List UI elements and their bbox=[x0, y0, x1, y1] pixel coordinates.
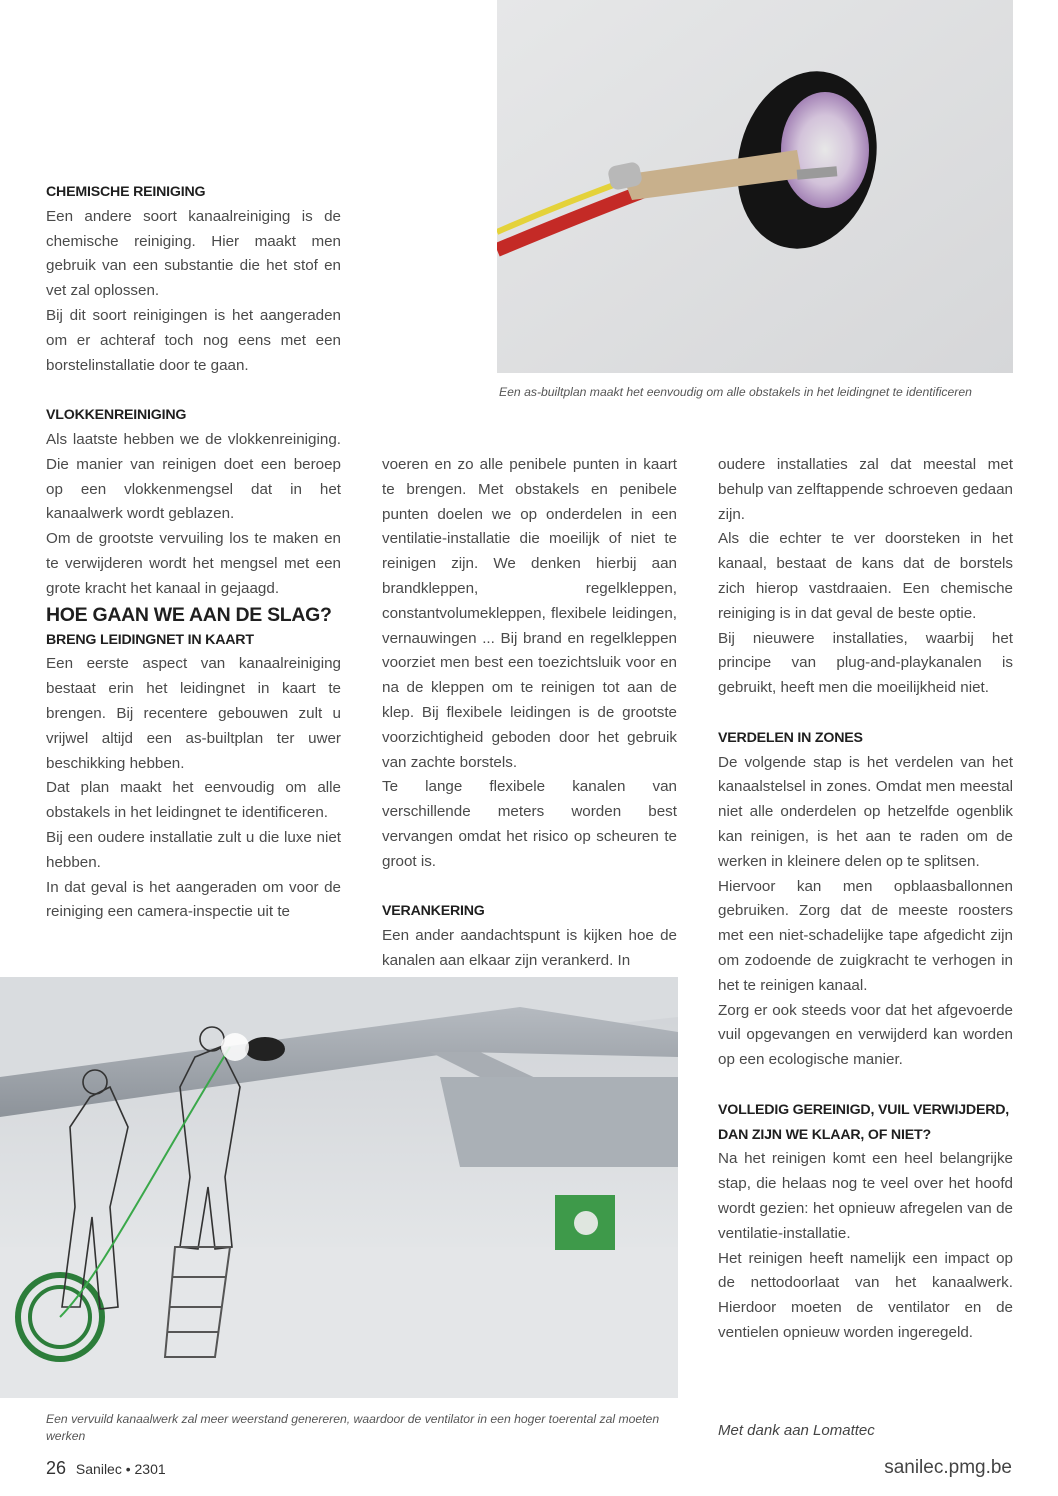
bottom-illustration-caption: Een vervuild kanaalwerk zal meer weerstand genereren, waardoor de ventilator in een hoger toerental zal moeten werken bbox=[46, 1412, 660, 1443]
paragraph: Zorg er ook steeds voor dat het afgevoerde vuil opgevangen en verwijderd kan worden op een ecologische manier. bbox=[718, 1001, 1013, 1069]
section-title-leidingnet: BRENG LEIDINGNET IN KAART bbox=[46, 631, 254, 648]
credits: Met dank aan Lomattec bbox=[718, 1422, 875, 1439]
paragraph: Bij een oudere installatie zult u die luxe niet hebben. bbox=[46, 828, 341, 871]
paragraph: Het reinigen heeft namelijk een impact op de nettodoorlaat van het kanaalwerk. Hierdoor moeten de ventilator en de ventielen opnieuw worden ingeregeld. bbox=[718, 1249, 1013, 1341]
paragraph: Een eerste aspect van kanaalreiniging bestaat erin het leidingnet in kaart te brengen. Bij recentere gebouwen zult u vrijwel altijd een as-builtplan ter uwer beschikking hebben. bbox=[46, 655, 341, 772]
paragraph: oudere installaties zal dat meestal met behulp van zelftappende schroeven gedaan zijn. bbox=[718, 456, 1013, 523]
top-photo-caption: Een as-builtplan maakt het eenvoudig om alle obstakels in het leidingnet te identificeren bbox=[499, 385, 972, 399]
paragraph: Als die echter te ver doorsteken in het kanaal, bestaat de kans dat de borstels zich hierop vastdraaien. Een chemische reiniging is in dat geval de beste optie. bbox=[718, 530, 1013, 622]
paragraph: Bij nieuwere installaties, waarbij het principe van plug-and-playkanalen is gebruikt, heeft men die moeilijkheid niet. bbox=[718, 629, 1013, 697]
magazine-issue: Sanilec • 2301 bbox=[75, 1461, 166, 1477]
website-link[interactable]: sanilec.pmg.be bbox=[884, 1457, 1012, 1478]
paragraph: De volgende stap is het verdelen van het kanaalstelsel in zones. Omdat men meestal niet alle onderdelen op hetzelfde ogenblik kan reinigen, is het aan te raden om de werken in kleinere delen op te splitsen. bbox=[718, 753, 1013, 870]
paragraph: Dat plan maakt het eenvoudig om alle obstakels in het leidingnet te identificeren. bbox=[46, 779, 341, 822]
main-heading: HOE GAAN WE AAN DE SLAG? bbox=[46, 603, 332, 626]
paragraph: Te lange flexibele kanalen van verschillende meters worden best vervangen omdat het risico op scheuren te groot is. bbox=[382, 778, 677, 870]
paragraph: voeren en zo alle penibele punten in kaart te brengen. Met obstakels en penibele punten doelen we op onderdelen in een ventilatie-installatie die moeilijk of niet te reinigen zijn. We denken hierbij aan brandkleppen, regelkleppen, constantvolumekleppen, flexibele leidingen, vernauwingen ... Bij brand en regelkleppen voorziet men best een toezichtsluik voor en na de kleppen om te reinigen tot aan de klep. Bij flexibele leidingen is de grootste voorzichtigheid geboden door het gebruik van zachte borstels. bbox=[382, 456, 677, 771]
paragraph: Als laatste hebben we de vlokkenreiniging. Die manier van reinigen doet een beroep op een vlokkenmengsel dat in het kanaalwerk wordt geblazen. bbox=[46, 430, 341, 523]
paragraph: Hiervoor kan men opblaasballonnen gebruiken. Zorg dat de meeste roosters met een niet-schadelijke tape afgedicht zijn om zodoende de zuigkracht te verhogen in het te reinigen kanaal. bbox=[718, 877, 1013, 994]
paragraph: Na het reinigen komt een heel belangrijke stap, die helaas nog te veel over het hoofd wordt gezien: het opnieuw afregelen van de ventilatie-installatie. bbox=[718, 1150, 1013, 1242]
page-number: 26 bbox=[46, 1458, 67, 1478]
duct-cleaning-illustration bbox=[0, 977, 678, 1398]
paragraph: Om de grootste vervuiling los te maken en te verwijderen wordt het mengsel met een grote kracht het kanaal in gejaagd. bbox=[46, 530, 341, 597]
section-title-verankering: VERANKERING bbox=[382, 903, 485, 920]
column-2 bbox=[382, 453, 677, 974]
paragraph: Een andere soort kanaalreiniging is de chemische reiniging. Hier maakt men gebruik van een substantie die het stof en vet zal oplossen. bbox=[46, 207, 341, 300]
paragraph: Bij dit soort reinigingen is het aangeraden om er achteraf toch nog eens met een borstelinstallatie door te gaan. bbox=[46, 306, 341, 374]
duct-brush-photo bbox=[497, 0, 1013, 373]
section-title-zones: VERDELEN IN ZONES bbox=[718, 729, 863, 746]
section-title-klaar: VOLLEDIG GEREINIGD, VUIL VERWIJDERD, DAN ZIJN WE KLAAR, OF NIET? bbox=[718, 1101, 1010, 1143]
section-title-chemische-reiniging: CHEMISCHE REINIGING bbox=[46, 184, 206, 200]
column-3 bbox=[718, 453, 1013, 1346]
paragraph: In dat geval is het aangeraden om voor de reiniging een camera-inspectie uit te bbox=[46, 878, 341, 921]
paragraph: Een ander aandachtspunt is kijken hoe de kanalen aan elkaar zijn verankerd. In bbox=[382, 927, 677, 969]
column-1 bbox=[46, 180, 341, 925]
page-footer-left bbox=[46, 1458, 166, 1479]
section-title-vlokkenreiniging: VLOKKENREINIGING bbox=[46, 407, 187, 424]
